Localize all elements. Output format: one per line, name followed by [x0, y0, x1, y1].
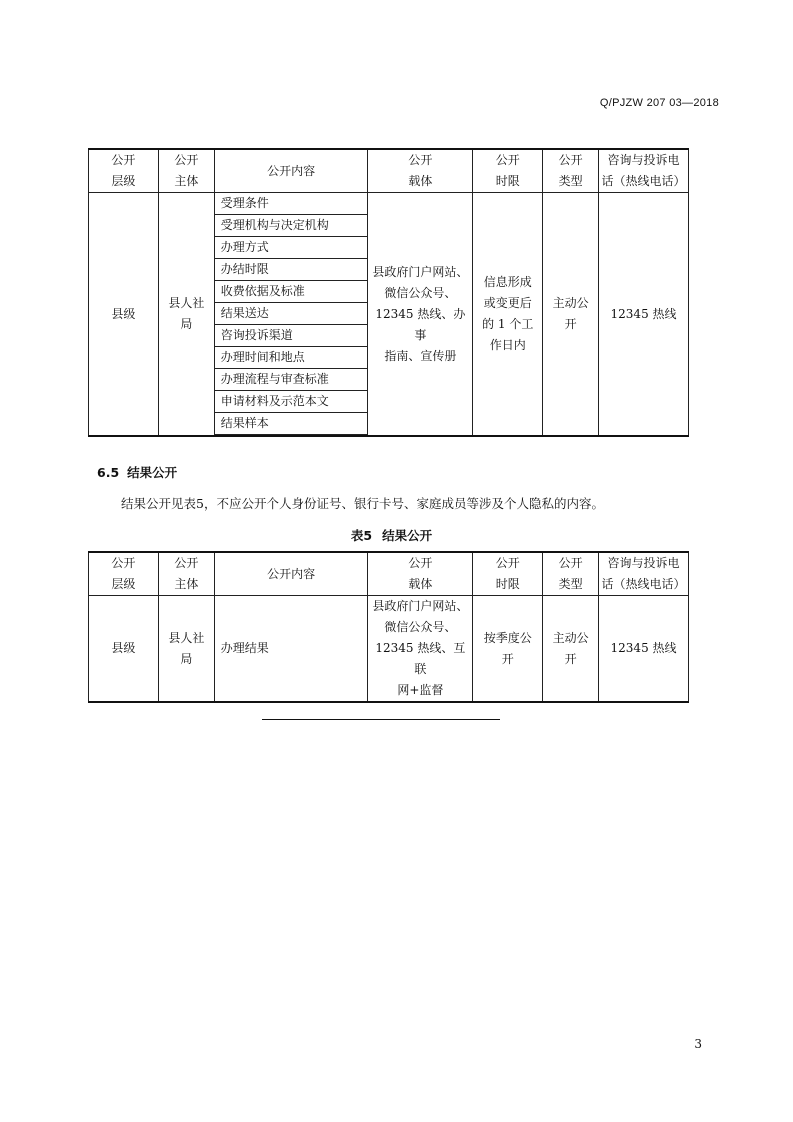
header-type: 公开 类型: [543, 552, 599, 596]
list-item: 申请材料及示范本文: [215, 391, 368, 413]
cell-type: 主动公 开: [543, 193, 599, 437]
list-item: 办理时间和地点: [215, 347, 368, 369]
header-content: 公开内容: [214, 552, 368, 596]
document-code: Q/PJZW 207 03—2018: [599, 97, 719, 109]
list-item: 办理方式: [215, 237, 368, 259]
cell-hotline: 12345 热线: [599, 193, 689, 437]
list-item: 办结时限: [215, 259, 368, 281]
section-paragraph: 结果公开见表5，不应公开个人身份证号、银行卡号、家庭成员等涉及个人隐私的内容。: [121, 496, 604, 511]
end-rule-divider: [262, 719, 500, 720]
content-list: [215, 193, 368, 435]
section-number: 6.5: [97, 465, 120, 480]
cell-carrier: 县政府门户网站、 微信公众号、 12345 热线、办事 指南、宣传册: [368, 193, 473, 437]
cell-carrier: 县政府门户网站、 微信公众号、 12345 热线、互联 网+监督: [368, 596, 473, 703]
cell-content: 办理结果: [214, 596, 368, 703]
cell-level: 县级: [89, 193, 159, 437]
header-content: 公开内容: [214, 149, 368, 193]
list-item: 受理条件: [215, 193, 368, 215]
table-header-row: [89, 149, 689, 193]
cell-level: 县级: [89, 596, 159, 703]
table-row: [89, 596, 689, 703]
cell-type: 主动公 开: [543, 596, 599, 703]
cell-subject: 县人社 局: [158, 193, 214, 437]
header-type: 公开 类型: [543, 149, 599, 193]
caption-number: 表5: [350, 528, 373, 543]
cell-subject: 县人社 局: [158, 596, 214, 703]
table-header-row: [89, 552, 689, 596]
cell-timelimit: 按季度公 开: [473, 596, 543, 703]
list-item: 受理机构与决定机构: [215, 215, 368, 237]
table-caption: [0, 526, 793, 544]
result-disclosure-table: [88, 551, 689, 703]
section-title: 结果公开: [127, 465, 178, 480]
list-item: 办理流程与审查标准: [215, 369, 368, 391]
header-subject: 公开 主体: [158, 552, 214, 596]
header-timelimit: 公开 时限: [473, 552, 543, 596]
table-row: [89, 193, 689, 437]
cell-hotline: 12345 热线: [599, 596, 689, 703]
header-timelimit: 公开 时限: [473, 149, 543, 193]
header-hotline: 咨询与投诉电 话（热线电话）: [599, 552, 689, 596]
list-item: 结果样本: [215, 413, 368, 435]
section-heading: [97, 463, 185, 481]
list-item: 收费依据及标准: [215, 281, 368, 303]
header-level: 公开 层级: [89, 552, 159, 596]
cell-contents: [214, 193, 368, 437]
page-number: 3: [694, 1037, 702, 1051]
disclosure-table-continued: [88, 148, 689, 437]
header-hotline: 咨询与投诉电 话（热线电话）: [599, 149, 689, 193]
header-level: 公开 层级: [89, 149, 159, 193]
list-item: 结果送达: [215, 303, 368, 325]
header-carrier: 公开 载体: [368, 149, 473, 193]
list-item: 咨询投诉渠道: [215, 325, 368, 347]
cell-timelimit: 信息形成 或变更后 的 1 个工 作日内: [473, 193, 543, 437]
caption-title: 结果公开: [382, 528, 433, 543]
header-subject: 公开 主体: [158, 149, 214, 193]
header-carrier: 公开 载体: [368, 552, 473, 596]
